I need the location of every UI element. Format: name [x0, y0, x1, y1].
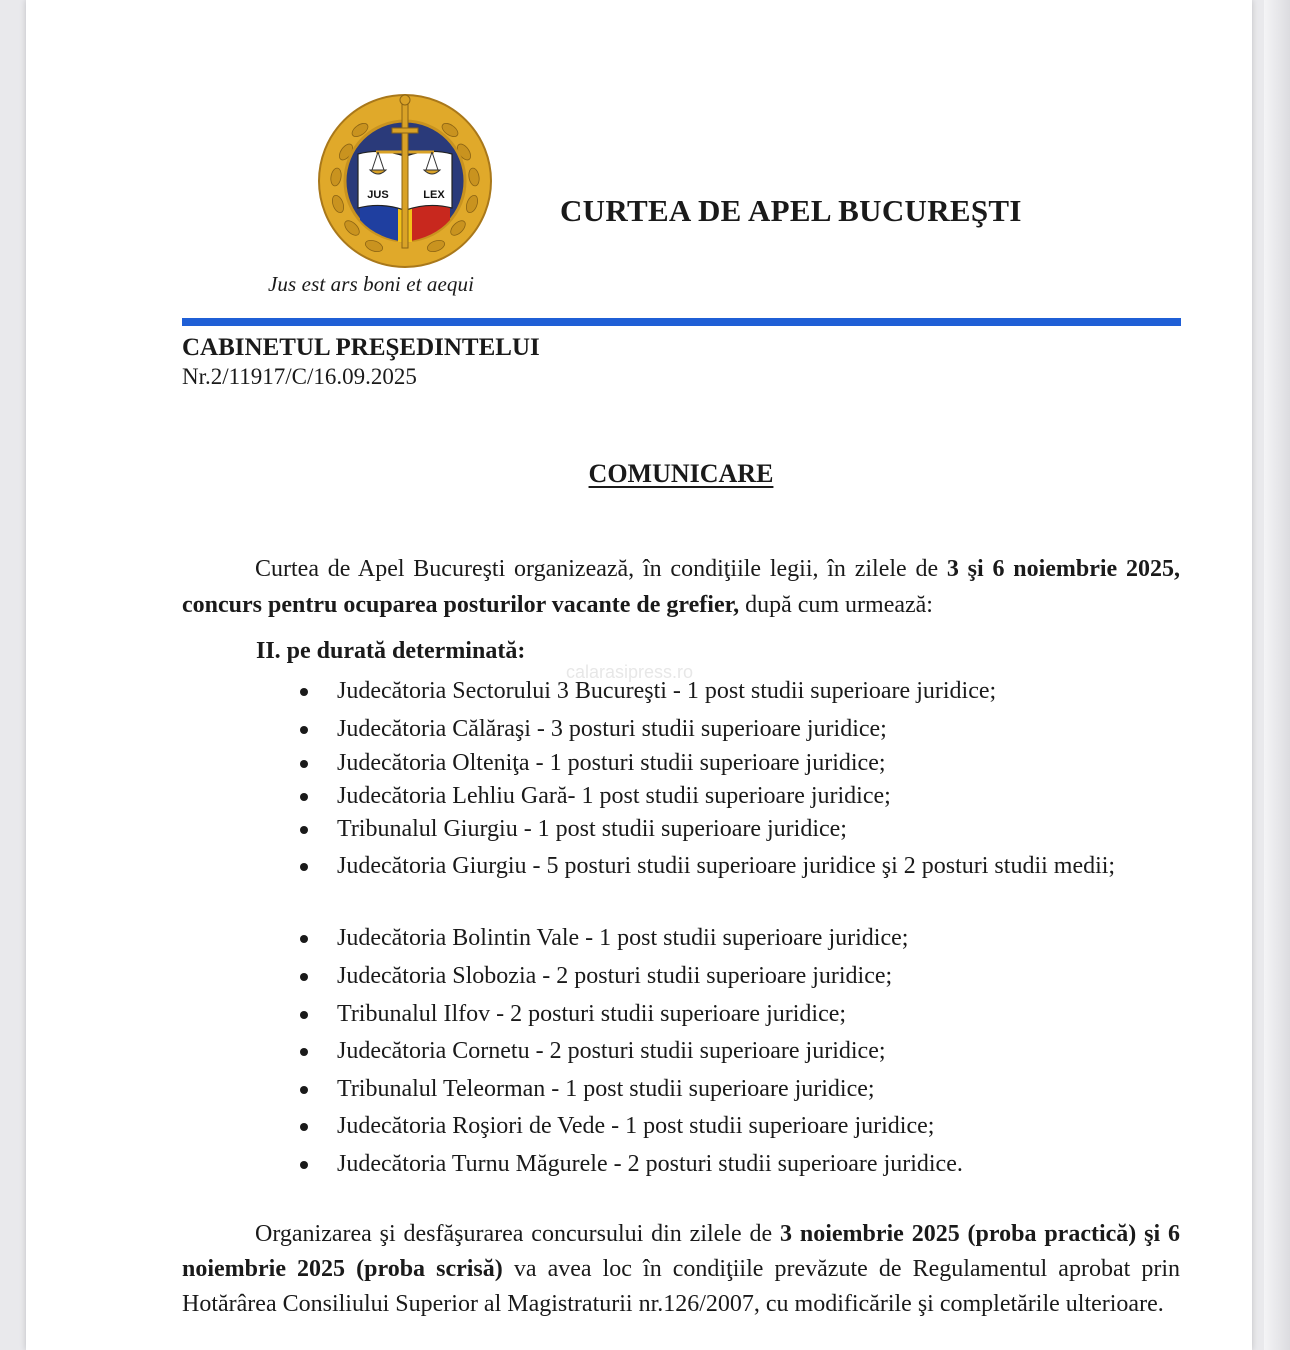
list-item	[337, 778, 1180, 814]
bullet-icon	[300, 688, 308, 696]
list-item-text: Judecătoria Călăraşi - 3 posturi studii superioare juridice;	[337, 716, 887, 742]
closing-text-2: va avea loc în condiţiile prevăzute de Regulamentul aprobat prin Hotărârea Consiliului Superior al Magistraturii nr.126/2007, cu modificările şi completările ulterioare.	[182, 1256, 1181, 1317]
bullet-icon	[300, 863, 308, 871]
list-item-text: Judecătoria Sectorului 3 Bucureşti - 1 post studii superioare juridice;	[337, 678, 997, 704]
bullet-icon	[300, 1123, 308, 1131]
bullet-icon	[300, 1161, 308, 1169]
list-item-text: Tribunalul Teleorman - 1 post studii superioare juridice;	[337, 1076, 875, 1102]
list-item	[337, 1108, 1180, 1144]
office-name: CABINETUL PREŞEDINTELUI	[182, 334, 540, 361]
list-item-text: Judecătoria Roşiori de Vede - 1 post studii superioare juridice;	[337, 1113, 935, 1139]
list-item	[337, 673, 1180, 709]
list-item-text: Judecătoria Bolintin Vale - 1 post studii superioare juridice;	[337, 925, 909, 951]
closing-bold-text: 3 noiembrie 2025 (proba practică) şi 6 noiembrie 2025 (proba scrisă)	[182, 1221, 1180, 1282]
bullet-icon	[300, 935, 308, 943]
list-item	[337, 1033, 1180, 1069]
closing-paragraph	[182, 1217, 1180, 1322]
list-item-text: Judecătoria Cornetu - 2 posturi studii superioare juridice;	[337, 1038, 886, 1064]
list-item	[337, 711, 1180, 747]
list-item	[337, 1146, 1180, 1182]
court-motto: Jus est ars boni et aequi	[268, 272, 475, 296]
list-item-text: Judecătoria Lehliu Gară- 1 post studii superioare juridice;	[337, 783, 891, 809]
header-divider-rule	[182, 318, 1181, 326]
list-item	[337, 1071, 1180, 1107]
list-item-text: Tribunalul Ilfov - 2 posturi studii superioare juridice;	[337, 1001, 847, 1027]
list-item	[337, 958, 1180, 994]
list-item-text: Judecătoria Turnu Măgurele - 2 posturi studii superioare juridice.	[337, 1151, 963, 1177]
list-item-text: Judecătoria Slobozia - 2 posturi studii superioare juridice;	[337, 963, 893, 989]
document-title-text: COMUNICARE	[588, 459, 774, 488]
list-item-text: Judecătoria Olteniţa - 1 posturi studii superioare juridice;	[337, 750, 886, 776]
closing-text-1: Organizarea şi desfăşurarea concursului din zilele de	[255, 1221, 780, 1247]
intro-paragraph	[182, 551, 1180, 623]
bullet-icon	[300, 826, 308, 834]
bullet-icon	[300, 726, 308, 734]
list-item	[337, 848, 1180, 884]
list-item	[337, 996, 1180, 1032]
bullet-icon	[300, 1011, 308, 1019]
list-item	[337, 745, 1180, 781]
list-item-text: Judecătoria Giurgiu - 5 posturi studii superioare juridice şi 2 posturi studii medii;	[337, 853, 1116, 879]
section-heading: II. pe durată determinată:	[256, 638, 526, 664]
document-title	[26, 459, 1290, 489]
registration-number: Nr.2/11917/C/16.09.2025	[182, 364, 417, 389]
intro-text-1: Curtea de Apel Bucureşti organizează, în condiţiile legii, în zilele de	[255, 556, 947, 582]
bullet-icon	[300, 760, 308, 768]
document-page	[26, 0, 1252, 1350]
intro-text-2: după cum urmează:	[739, 592, 933, 618]
list-item-text: Tribunalul Giurgiu - 1 post studii superioare juridice;	[337, 816, 847, 842]
court-emblem-logo	[316, 92, 494, 270]
bullet-icon	[300, 1048, 308, 1056]
watermark-text: calarasipress.ro	[566, 662, 694, 682]
bullet-icon	[300, 793, 308, 801]
svg-text:LEX: LEX	[423, 189, 445, 201]
list-item	[337, 811, 1180, 847]
list-item	[337, 920, 1180, 956]
svg-text:JUS: JUS	[367, 189, 389, 201]
bullet-icon	[300, 1086, 308, 1094]
viewer-edge	[1264, 0, 1290, 1350]
intro-bold-text: 3 şi 6 noiembrie 2025, concurs pentru ocuparea posturilor vacante de grefier,	[182, 556, 1180, 618]
court-name-heading: CURTEA DE APEL BUCUREŞTI	[560, 193, 1022, 228]
bullet-icon	[300, 973, 308, 981]
